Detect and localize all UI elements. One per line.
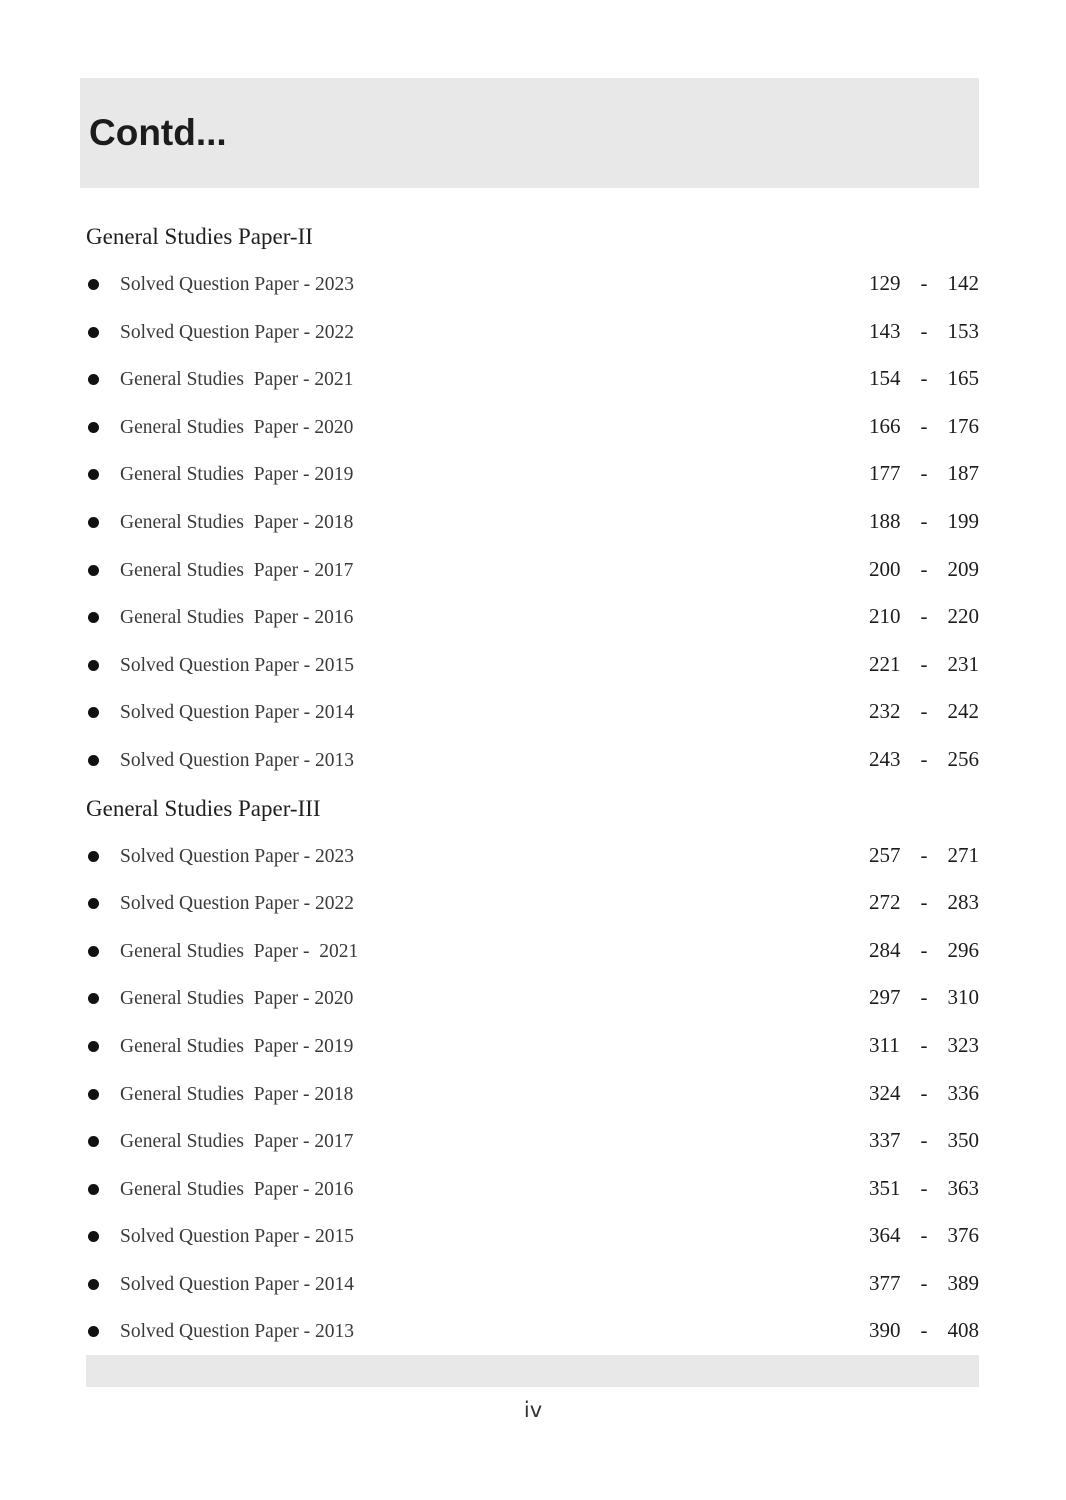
- page-dash: -: [920, 1270, 928, 1295]
- entry-label: Solved Question Paper - 2023: [120, 845, 354, 867]
- page-dash: -: [920, 746, 928, 771]
- toc-entry[interactable]: [86, 833, 979, 881]
- page-end: 231: [947, 651, 979, 676]
- entry-label: Solved Question Paper - 2015: [120, 654, 354, 676]
- toc-list: [86, 261, 979, 785]
- page-start: 311: [869, 1032, 900, 1057]
- page-start: 257: [869, 842, 901, 867]
- page-end: 176: [947, 413, 979, 438]
- page-dash: -: [920, 366, 928, 391]
- bullet-icon: [88, 327, 99, 338]
- page-end: 389: [947, 1270, 979, 1295]
- toc-entry[interactable]: [86, 404, 979, 452]
- bullet-icon: [88, 517, 99, 528]
- entry-label: Solved Question Paper - 2013: [120, 749, 354, 771]
- bullet-icon: [88, 1184, 99, 1195]
- page-start: 284: [869, 937, 901, 962]
- page-dash: -: [920, 271, 928, 295]
- page-dash: -: [920, 1223, 928, 1248]
- toc-entry[interactable]: [86, 1166, 979, 1214]
- header-band: [80, 78, 979, 188]
- footer-band: [86, 1355, 979, 1387]
- page-start: 177: [869, 461, 901, 486]
- page-end: 165: [947, 366, 979, 391]
- entry-label: General Studies Paper - 2021: [120, 369, 354, 391]
- entry-label: General Studies Paper - 2017: [120, 1131, 354, 1153]
- page-start: 337: [869, 1128, 901, 1153]
- page-dash: -: [920, 604, 928, 629]
- bullet-icon: [88, 279, 99, 290]
- bullet-icon: [88, 1326, 99, 1337]
- page-dash: -: [920, 937, 928, 962]
- page-title: Contd...: [89, 112, 227, 153]
- page-end: 220: [947, 604, 979, 629]
- page-dash: -: [920, 508, 928, 533]
- page-dash: -: [920, 1318, 928, 1343]
- bullet-icon: [88, 469, 99, 480]
- page-end: 323: [947, 1032, 979, 1057]
- page-start: 129: [869, 271, 901, 295]
- page-start: 188: [869, 508, 901, 533]
- page-dash: -: [920, 842, 928, 867]
- toc-entry[interactable]: [86, 975, 979, 1023]
- page-start: 210: [869, 604, 901, 629]
- entry-label: General Studies Paper - 2020: [120, 416, 354, 438]
- page-start: 221: [869, 651, 901, 676]
- toc-entry[interactable]: [86, 547, 979, 595]
- bullet-icon: [88, 422, 99, 433]
- page-start: 232: [869, 699, 901, 724]
- page-end: 350: [947, 1128, 979, 1153]
- page-end: 363: [947, 1175, 979, 1200]
- entry-label: Solved Question Paper - 2013: [120, 1321, 354, 1343]
- toc-entry[interactable]: [86, 880, 979, 928]
- bullet-icon: [88, 1231, 99, 1242]
- toc-entry[interactable]: [86, 261, 979, 309]
- page-start: 377: [869, 1270, 901, 1295]
- section-title: General Studies Paper-II: [86, 224, 313, 249]
- page-end: 187: [947, 461, 979, 486]
- bullet-icon: [88, 707, 99, 718]
- toc-entry[interactable]: [86, 1308, 979, 1356]
- entry-label: Solved Question Paper - 2022: [120, 321, 354, 343]
- entry-label: General Studies Paper - 2018: [120, 1083, 354, 1105]
- section-paper-ii: [86, 213, 979, 785]
- entry-label: Solved Question Paper - 2014: [120, 702, 354, 724]
- toc-entry[interactable]: [86, 642, 979, 690]
- page-end: 376: [947, 1223, 979, 1248]
- toc-entry[interactable]: [86, 1213, 979, 1261]
- page-dash: -: [920, 1175, 928, 1200]
- page-end: 142: [947, 271, 979, 295]
- entry-label: Solved Question Paper - 2014: [120, 1273, 354, 1295]
- table-of-contents: [86, 213, 979, 1356]
- page-end: 242: [947, 699, 979, 724]
- page-end: 408: [947, 1318, 979, 1343]
- bullet-icon: [88, 374, 99, 385]
- toc-list: [86, 833, 979, 1357]
- entry-label: Solved Question Paper - 2015: [120, 1226, 354, 1248]
- bullet-icon: [88, 1136, 99, 1147]
- page-end: 336: [947, 1080, 979, 1105]
- page-start: 143: [869, 318, 901, 343]
- page-start: 324: [869, 1080, 901, 1105]
- toc-entry[interactable]: [86, 451, 979, 499]
- entry-label: General Studies Paper - 2021: [120, 940, 359, 962]
- page-end: 209: [947, 556, 979, 581]
- page-start: 297: [869, 985, 901, 1010]
- page-dash: -: [920, 985, 928, 1010]
- page-end: 153: [947, 318, 979, 343]
- toc-entry[interactable]: [86, 737, 979, 785]
- toc-entry[interactable]: [86, 1071, 979, 1119]
- bullet-icon: [88, 660, 99, 671]
- page-start: 351: [869, 1175, 901, 1200]
- toc-entry[interactable]: [86, 689, 979, 737]
- page-dash: -: [920, 651, 928, 676]
- page-start: 390: [869, 1318, 901, 1343]
- toc-entry[interactable]: [86, 1261, 979, 1309]
- toc-entry[interactable]: [86, 499, 979, 547]
- entry-label: Solved Question Paper - 2022: [120, 893, 354, 915]
- entry-label: General Studies Paper - 2020: [120, 988, 354, 1010]
- page-dash: -: [920, 413, 928, 438]
- page-end: 199: [947, 508, 979, 533]
- bullet-icon: [88, 612, 99, 623]
- toc-entry[interactable]: [86, 594, 979, 642]
- page-number: iv: [523, 1398, 543, 1422]
- page-end: 256: [947, 746, 979, 771]
- page-end: 271: [947, 842, 979, 867]
- entry-label: General Studies Paper - 2016: [120, 1178, 354, 1200]
- page-start: 154: [869, 366, 901, 391]
- toc-entry[interactable]: [86, 309, 979, 357]
- page-start: 243: [869, 746, 901, 771]
- page-dash: -: [920, 1128, 928, 1153]
- page-start: 166: [869, 413, 901, 438]
- entry-label: General Studies Paper - 2018: [120, 511, 354, 533]
- page-start: 200: [869, 556, 901, 581]
- section-title: General Studies Paper-III: [86, 795, 321, 821]
- page-dash: -: [920, 1032, 928, 1057]
- page-start: 364: [869, 1223, 901, 1248]
- page-end: 310: [947, 985, 979, 1010]
- entry-label: General Studies Paper - 2017: [120, 559, 354, 581]
- page-dash: -: [920, 318, 928, 343]
- bullet-icon: [88, 565, 99, 576]
- section-paper-iii: [86, 785, 979, 1357]
- page-dash: -: [920, 699, 928, 724]
- page-end: 296: [947, 937, 979, 962]
- page-dash: -: [920, 890, 928, 915]
- page-dash: -: [920, 461, 928, 486]
- page-start: 272: [869, 890, 901, 915]
- bullet-icon: [88, 1041, 99, 1052]
- bullet-icon: [88, 851, 99, 862]
- bullet-icon: [88, 946, 99, 957]
- toc-entry[interactable]: [86, 356, 979, 404]
- bullet-icon: [88, 755, 99, 766]
- entry-label: General Studies Paper - 2019: [120, 1035, 354, 1057]
- bullet-icon: [88, 993, 99, 1004]
- bullet-icon: [88, 1279, 99, 1290]
- toc-entry[interactable]: [86, 928, 979, 976]
- bullet-icon: [88, 898, 99, 909]
- bullet-icon: [88, 1089, 99, 1100]
- toc-entry[interactable]: [86, 1118, 979, 1166]
- page-end: 283: [947, 890, 979, 915]
- page-dash: -: [920, 1080, 928, 1105]
- toc-entry[interactable]: [86, 1023, 979, 1071]
- entry-label: General Studies Paper - 2016: [120, 607, 354, 629]
- entry-label: General Studies Paper - 2019: [120, 464, 354, 486]
- entry-label: Solved Question Paper - 2023: [120, 274, 354, 295]
- page-dash: -: [920, 556, 928, 581]
